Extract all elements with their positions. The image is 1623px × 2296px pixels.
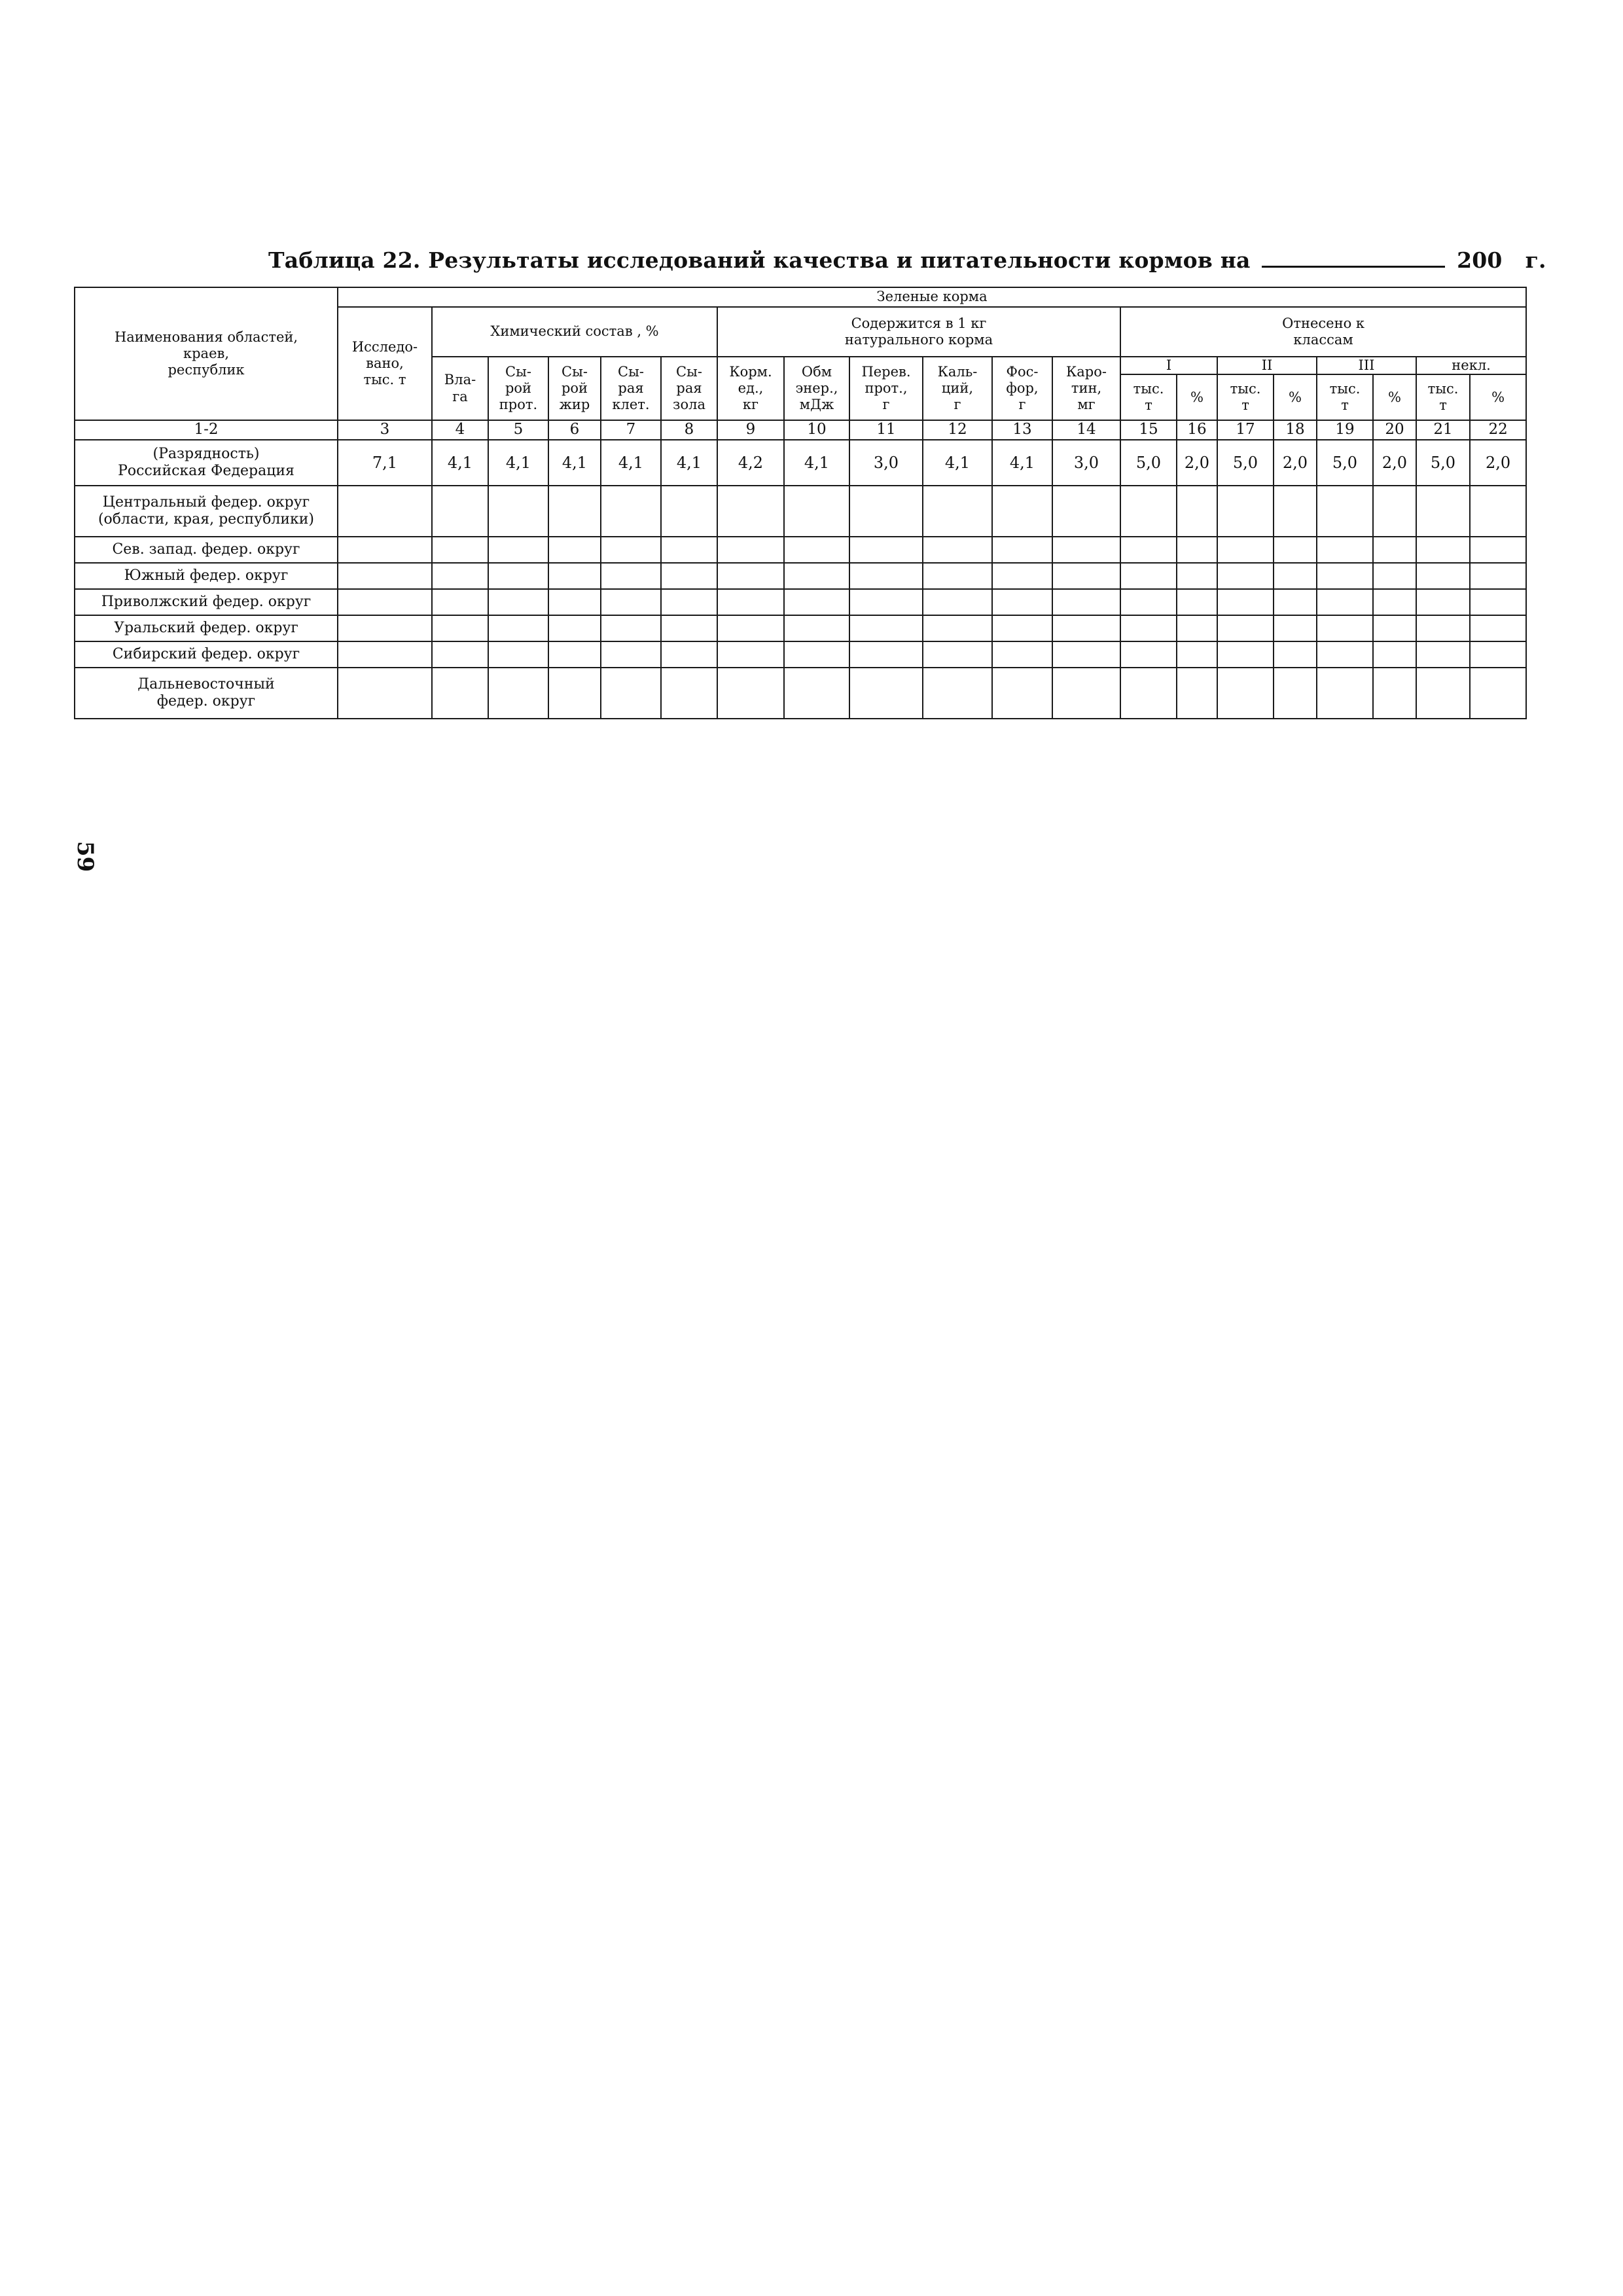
header-thousand-tons-line: т [1145, 397, 1152, 414]
header-thousand-tons-line: т [1439, 397, 1447, 414]
header-crude-ash [661, 357, 717, 420]
header-exchange-energy [784, 357, 849, 420]
empty-cell [548, 615, 601, 641]
row-label-russian-federation-line: (Разрядность) [152, 445, 260, 462]
header-crude-ash-line: зола [673, 397, 705, 413]
empty-cell [1317, 615, 1373, 641]
empty-cell [488, 589, 548, 615]
empty-cell [992, 641, 1052, 668]
column-number: 12 [923, 420, 992, 440]
column-number: 5 [488, 420, 548, 440]
empty-cell [338, 641, 432, 668]
row-label-district-line: Уральский федер. округ [114, 619, 298, 636]
column-number: 13 [992, 420, 1052, 440]
row-label-district [75, 668, 338, 719]
empty-cell [784, 537, 849, 563]
empty-cell [432, 589, 488, 615]
header-classes [1120, 307, 1526, 357]
empty-cell [1317, 537, 1373, 563]
empty-cell [488, 563, 548, 589]
value-cell: 7,1 [338, 440, 432, 486]
empty-cell [1373, 537, 1416, 563]
empty-cell [992, 615, 1052, 641]
empty-cell [1416, 589, 1470, 615]
header-green-feed: Зеленые корма [338, 287, 1526, 307]
header-classes-line: Отнесено к [1282, 315, 1365, 331]
empty-cell [1052, 563, 1120, 589]
empty-cell [1217, 615, 1274, 641]
empty-cell [1274, 615, 1317, 641]
empty-cell [1120, 668, 1177, 719]
header-region-names [75, 287, 338, 420]
header-contains-per-kg [717, 307, 1120, 357]
empty-cell [488, 537, 548, 563]
value-cell: 5,0 [1217, 440, 1274, 486]
column-number: 14 [1052, 420, 1120, 440]
header-exchange-energy-line: энер., [795, 380, 838, 396]
empty-cell [923, 486, 992, 537]
empty-cell [338, 589, 432, 615]
header-calcium-line: Каль- [937, 363, 978, 380]
empty-cell [992, 563, 1052, 589]
empty-cell [1470, 615, 1526, 641]
empty-cell [1317, 589, 1373, 615]
empty-cell [1373, 615, 1416, 641]
header-percent: % [1373, 374, 1416, 420]
empty-cell [717, 589, 784, 615]
header-thousand-tons-line: тыс. [1427, 381, 1459, 397]
header-phosphorus-line: фор, [1006, 380, 1039, 396]
empty-cell [548, 563, 601, 589]
row-label-district-line: (области, края, республики) [98, 511, 315, 528]
header-crude-fiber-line: клет. [612, 397, 650, 413]
empty-cell [432, 668, 488, 719]
value-cell: 4,1 [601, 440, 661, 486]
feed-quality-table [74, 287, 1527, 719]
empty-cell [1120, 589, 1177, 615]
header-calcium-line: г [954, 397, 961, 413]
date-blank-line [1262, 249, 1445, 268]
header-class-name: II [1217, 357, 1317, 374]
header-crude-protein-line: прот. [499, 397, 538, 413]
header-percent: % [1470, 374, 1526, 420]
empty-cell [1120, 615, 1177, 641]
header-feed-units-line: Корм. [729, 363, 772, 380]
empty-cell [1274, 563, 1317, 589]
empty-cell [923, 537, 992, 563]
empty-cell [338, 537, 432, 563]
header-digestible-protein-line: г [882, 397, 890, 413]
column-number: 20 [1373, 420, 1416, 440]
empty-cell [661, 615, 717, 641]
value-cell: 4,1 [548, 440, 601, 486]
empty-cell [1416, 537, 1470, 563]
header-crude-protein-line: Сы- [505, 363, 531, 380]
row-label-district [75, 563, 338, 589]
header-studied [338, 307, 432, 420]
row-label-district [75, 589, 338, 615]
empty-cell [432, 486, 488, 537]
header-thousand-tons [1217, 374, 1274, 420]
empty-cell [992, 537, 1052, 563]
column-number: 22 [1470, 420, 1526, 440]
header-crude-fiber [601, 357, 661, 420]
empty-cell [1470, 668, 1526, 719]
value-cell: 5,0 [1120, 440, 1177, 486]
empty-cell [849, 589, 923, 615]
header-crude-fat-line: Сы- [562, 363, 588, 380]
empty-cell [1052, 486, 1120, 537]
empty-cell [1373, 563, 1416, 589]
header-crude-fiber-line: рая [618, 380, 644, 396]
empty-cell [601, 589, 661, 615]
empty-cell [1373, 589, 1416, 615]
empty-cell [1317, 486, 1373, 537]
column-number: 7 [601, 420, 661, 440]
empty-cell [661, 486, 717, 537]
empty-cell [338, 615, 432, 641]
value-cell: 2,0 [1177, 440, 1217, 486]
empty-cell [432, 641, 488, 668]
column-number: 21 [1416, 420, 1470, 440]
header-feed-units-line: ед., [738, 380, 764, 396]
empty-cell [1416, 668, 1470, 719]
header-class-name: III [1317, 357, 1416, 374]
empty-cell [661, 537, 717, 563]
header-crude-ash-line: рая [676, 380, 702, 396]
empty-cell [548, 486, 601, 537]
empty-cell [1416, 486, 1470, 537]
header-crude-fat [548, 357, 601, 420]
table-title [268, 247, 1546, 273]
row-label-district-line: Приволжский федер. округ [101, 593, 312, 610]
empty-cell [1274, 641, 1317, 668]
table-row [75, 486, 1526, 537]
empty-cell [1317, 641, 1373, 668]
column-number: 8 [661, 420, 717, 440]
column-number: 15 [1120, 420, 1177, 440]
header-studied-line: вано, [366, 355, 404, 371]
header-thousand-tons-line: тыс. [1230, 381, 1261, 397]
header-studied-line: тыс. т [363, 372, 406, 388]
header-carotene-line: тин, [1071, 380, 1102, 396]
empty-cell [1052, 615, 1120, 641]
header-crude-ash-line: Сы- [676, 363, 702, 380]
empty-cell [1416, 615, 1470, 641]
empty-cell [784, 615, 849, 641]
row-label-district [75, 537, 338, 563]
row-label-district-line: Сев. запад. федер. округ [112, 541, 300, 558]
header-crude-fiber-line: Сы- [618, 363, 644, 380]
header-percent: % [1177, 374, 1217, 420]
row-label-district-line: Южный федер. округ [124, 567, 289, 584]
header-exchange-energy-line: мДж [799, 397, 834, 413]
empty-cell [1217, 486, 1274, 537]
value-cell: 2,0 [1470, 440, 1526, 486]
empty-cell [1052, 537, 1120, 563]
header-moisture-line: Вла- [444, 372, 476, 388]
table-row [75, 563, 1526, 589]
table-row [75, 440, 1526, 486]
empty-cell [1177, 641, 1217, 668]
row-label-district-line: Дальневосточный [137, 675, 275, 692]
header-class-name: I [1120, 357, 1217, 374]
table-row [75, 537, 1526, 563]
value-cell: 3,0 [849, 440, 923, 486]
empty-cell [717, 563, 784, 589]
empty-cell [1120, 486, 1177, 537]
header-thousand-tons-line: тыс. [1329, 381, 1361, 397]
empty-cell [1052, 668, 1120, 719]
empty-cell [923, 641, 992, 668]
empty-cell [849, 641, 923, 668]
empty-cell [1274, 589, 1317, 615]
header-region-names-line: краев, [183, 346, 229, 361]
header-crude-protein [488, 357, 548, 420]
header-phosphorus [992, 357, 1052, 420]
empty-cell [488, 668, 548, 719]
table-row [75, 668, 1526, 719]
header-classes-line: классам [1293, 332, 1353, 348]
empty-cell [1177, 615, 1217, 641]
row-label-district-line: Центральный федер. округ [102, 493, 310, 511]
empty-cell [717, 537, 784, 563]
empty-cell [661, 589, 717, 615]
empty-cell [849, 615, 923, 641]
column-number: 19 [1317, 420, 1373, 440]
empty-cell [1274, 486, 1317, 537]
empty-cell [432, 615, 488, 641]
header-class-name: некл. [1416, 357, 1526, 374]
column-number: 10 [784, 420, 849, 440]
empty-cell [849, 537, 923, 563]
header-studied-line: Исследо- [351, 338, 418, 355]
header-contains-per-kg-line: натурального корма [844, 332, 993, 348]
empty-cell [923, 668, 992, 719]
empty-cell [849, 563, 923, 589]
empty-cell [432, 563, 488, 589]
empty-cell [338, 563, 432, 589]
row-label-district-line: федер. округ [156, 693, 256, 710]
header-feed-units-line: кг [742, 397, 759, 413]
empty-cell [488, 486, 548, 537]
empty-cell [661, 563, 717, 589]
empty-cell [1177, 486, 1217, 537]
header-thousand-tons-line: тыс. [1133, 381, 1164, 397]
empty-cell [717, 668, 784, 719]
empty-cell [1317, 668, 1373, 719]
empty-cell [1052, 589, 1120, 615]
empty-cell [1470, 563, 1526, 589]
empty-cell [1217, 563, 1274, 589]
header-phosphorus-line: г [1018, 397, 1026, 413]
empty-cell [992, 589, 1052, 615]
row-label-district [75, 615, 338, 641]
value-cell: 2,0 [1274, 440, 1317, 486]
column-number: 16 [1177, 420, 1217, 440]
header-calcium-line: ций, [941, 380, 974, 396]
empty-cell [548, 589, 601, 615]
row-label-district [75, 641, 338, 668]
empty-cell [1416, 563, 1470, 589]
value-cell: 4,1 [784, 440, 849, 486]
column-number: 3 [338, 420, 432, 440]
header-crude-fat-line: жир [559, 397, 590, 413]
column-number: 9 [717, 420, 784, 440]
header-thousand-tons-line: т [1341, 397, 1349, 414]
table-title-text: Таблица 22. Результаты исследований качества и питательности кормов на [268, 247, 1251, 273]
column-number: 17 [1217, 420, 1274, 440]
empty-cell [601, 486, 661, 537]
empty-cell [1217, 668, 1274, 719]
row-label-russian-federation-line: Российская Федерация [118, 463, 294, 480]
empty-cell [717, 641, 784, 668]
column-number: 18 [1274, 420, 1317, 440]
page-number: 59 [72, 841, 98, 872]
empty-cell [992, 668, 1052, 719]
empty-cell [923, 563, 992, 589]
empty-cell [923, 615, 992, 641]
header-region-names-line: республик [168, 362, 245, 378]
row-label-russian-federation [75, 440, 338, 486]
header-carotene [1052, 357, 1120, 420]
empty-cell [1217, 641, 1274, 668]
header-calcium [923, 357, 992, 420]
empty-cell [1274, 537, 1317, 563]
empty-cell [1120, 563, 1177, 589]
header-thousand-tons [1416, 374, 1470, 420]
row-label-district [75, 486, 338, 537]
empty-cell [432, 537, 488, 563]
header-moisture [432, 357, 488, 420]
empty-cell [1373, 641, 1416, 668]
empty-cell [338, 486, 432, 537]
table-row [75, 641, 1526, 668]
value-cell: 4,1 [992, 440, 1052, 486]
empty-cell [784, 563, 849, 589]
value-cell: 4,1 [432, 440, 488, 486]
value-cell: 4,1 [923, 440, 992, 486]
empty-cell [849, 668, 923, 719]
empty-cell [1470, 641, 1526, 668]
value-cell: 2,0 [1373, 440, 1416, 486]
header-exchange-energy-line: Обм [801, 363, 832, 380]
value-cell: 5,0 [1317, 440, 1373, 486]
empty-cell [1177, 537, 1217, 563]
empty-cell [1470, 486, 1526, 537]
empty-cell [849, 486, 923, 537]
column-number: 4 [432, 420, 488, 440]
empty-cell [601, 668, 661, 719]
empty-cell [1177, 563, 1217, 589]
empty-cell [338, 668, 432, 719]
table-row [75, 420, 1526, 440]
table-row [75, 615, 1526, 641]
empty-cell [548, 668, 601, 719]
empty-cell [1274, 668, 1317, 719]
empty-cell [1120, 537, 1177, 563]
header-carotene-line: Каро- [1066, 363, 1107, 380]
empty-cell [548, 537, 601, 563]
row-label-district-line: Сибирский федер. округ [112, 645, 300, 662]
empty-cell [1052, 641, 1120, 668]
empty-cell [1373, 668, 1416, 719]
empty-cell [601, 563, 661, 589]
column-number: 6 [548, 420, 601, 440]
empty-cell [601, 537, 661, 563]
empty-cell [717, 615, 784, 641]
header-percent: % [1274, 374, 1317, 420]
header-crude-fat-line: рой [561, 380, 588, 396]
header-phosphorus-line: Фос- [1006, 363, 1039, 380]
header-thousand-tons [1120, 374, 1177, 420]
value-cell: 3,0 [1052, 440, 1120, 486]
header-chemical-composition: Химический состав , % [432, 307, 717, 357]
table-row [75, 589, 1526, 615]
empty-cell [784, 641, 849, 668]
header-feed-units [717, 357, 784, 420]
empty-cell [992, 486, 1052, 537]
header-crude-protein-line: рой [505, 380, 532, 396]
header-region-names-line: Наименования областей, [114, 329, 298, 345]
empty-cell [923, 589, 992, 615]
empty-cell [1120, 641, 1177, 668]
empty-cell [784, 589, 849, 615]
column-number: 1-2 [75, 420, 338, 440]
header-digestible-protein-line: прот., [865, 380, 908, 396]
empty-cell [1177, 668, 1217, 719]
empty-cell [548, 641, 601, 668]
empty-cell [1217, 589, 1274, 615]
empty-cell [784, 486, 849, 537]
value-cell: 4,1 [661, 440, 717, 486]
header-contains-per-kg-line: Содержится в 1 кг [851, 315, 987, 331]
table-title-year-suffix: г. [1525, 247, 1546, 273]
empty-cell [1470, 537, 1526, 563]
header-digestible-protein-line: Перев. [861, 363, 911, 380]
table-row [75, 287, 1526, 307]
value-cell: 4,2 [717, 440, 784, 486]
empty-cell [1373, 486, 1416, 537]
header-digestible-protein [849, 357, 923, 420]
empty-cell [1177, 589, 1217, 615]
value-cell: 5,0 [1416, 440, 1470, 486]
empty-cell [1470, 589, 1526, 615]
empty-cell [488, 641, 548, 668]
empty-cell [661, 641, 717, 668]
empty-cell [1217, 537, 1274, 563]
empty-cell [601, 641, 661, 668]
empty-cell [488, 615, 548, 641]
header-thousand-tons-line: т [1241, 397, 1249, 414]
empty-cell [1317, 563, 1373, 589]
header-moisture-line: га [452, 388, 468, 404]
table-title-year: 200 [1457, 247, 1503, 273]
empty-cell [661, 668, 717, 719]
empty-cell [784, 668, 849, 719]
header-thousand-tons [1317, 374, 1373, 420]
empty-cell [1416, 641, 1470, 668]
empty-cell [717, 486, 784, 537]
empty-cell [601, 615, 661, 641]
column-number: 11 [849, 420, 923, 440]
value-cell: 4,1 [488, 440, 548, 486]
header-carotene-line: мг [1077, 397, 1096, 413]
